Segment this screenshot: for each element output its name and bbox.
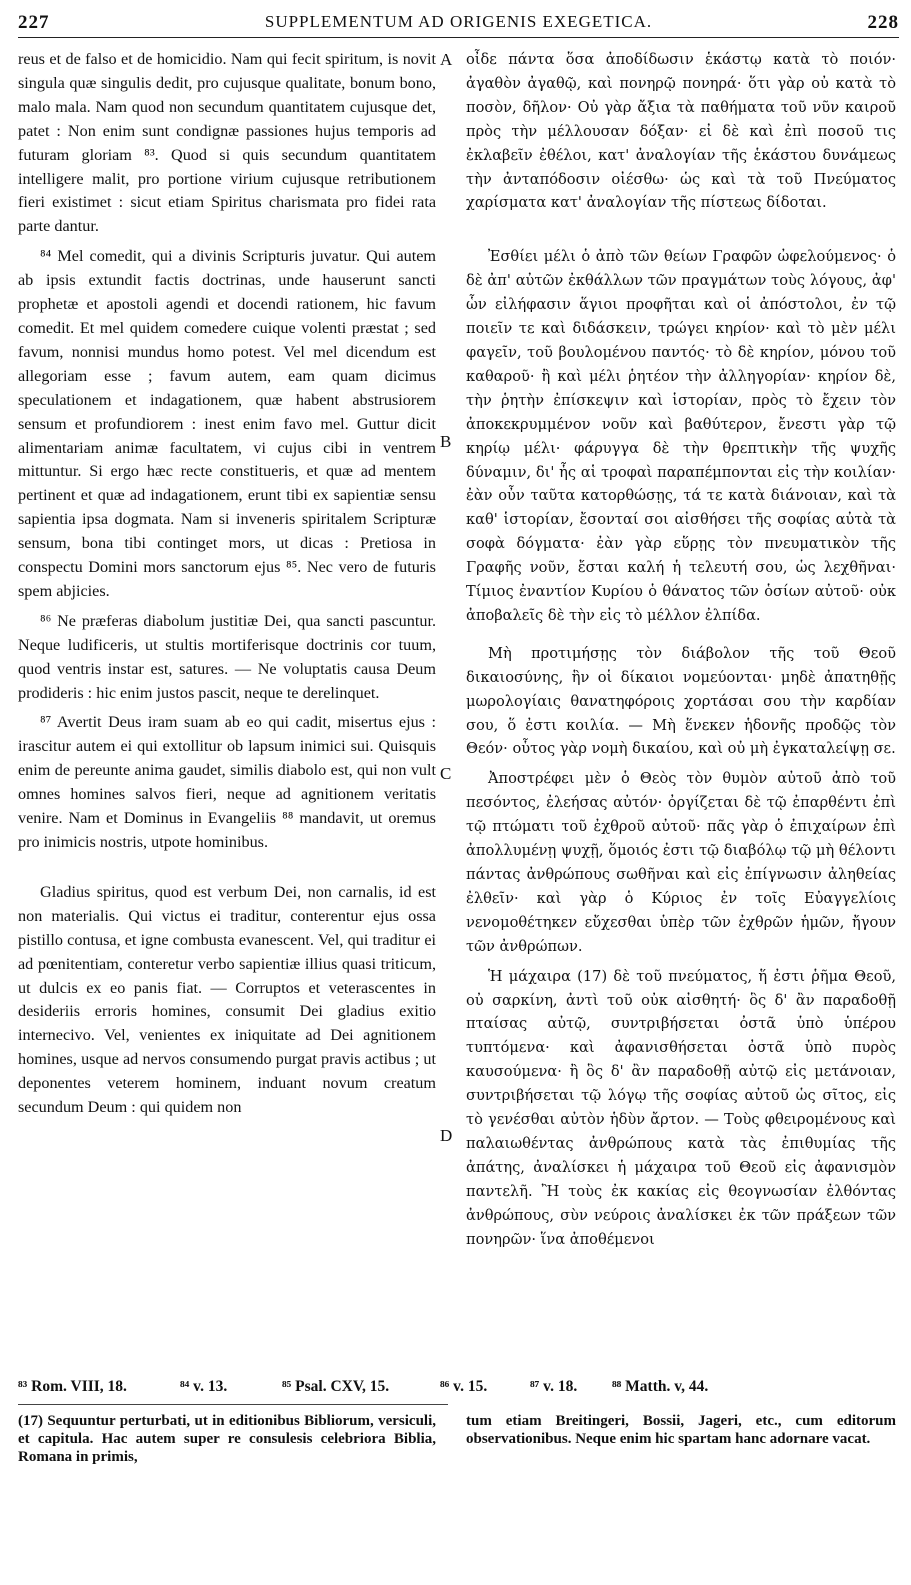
page-number-left: 227 xyxy=(18,12,50,33)
greek-paragraph: Ἀποστρέφει μὲν ὁ Θεὸς τὸν θυμὸν αὐτοῦ ἀπὸ τοῦ πεσόντος, ἐλεήσας αὐτόν· ὀργίζεται δὲ τῷ ἐπαρθέντι ἐπὶ τῷ πτώματι τοῦ ἐχθροῦ αὐτοῦ· πᾶς γὰρ ὁ ἐπιχαίρων ἐπὶ ἀπολλυμένῃ ψυχῇ, ὅμοιός ἐστι τῷ διαβόλῳ τῷ μὴ θέλοντι πάντας ἀνθρώπους σωθῆναι καὶ εἰς ἐπίγνωσιν ἀληθείας ἐλθεῖν· καὶ γὰρ ὁ Κύριος ἐν τοῖς Εὐαγγελίοις νενομοθέτηκεν εὔχεσθαι ὑπὲρ τῶν ἐχθρῶν ἡμῶν, ἤγουν τῶν ἀνθρώπων. xyxy=(466,770,896,955)
footnote-rule xyxy=(18,1404,448,1405)
latin-paragraph: reus et de falso et de homicidio. Nam qui fecit spiritum, is novit singula quæ singulis dedit, pro cujusque qualitate, bonum bono, malo mala. Nam quod non secundum quantitatem cujusque det, patet : Non enim sunt condignæ passiones hujus temporis ad futuram gloriam ⁸³. Quod si quis secundum quantitatem intelligere malit, pro portione virium cujusque retributionem fieri existimet : sicut etiam Spiritus charismata pro fidei rata parte dantur. xyxy=(18,50,436,236)
greek-paragraph: οἶδε πάντα ὅσα ἀποδίδωσιν ἑκάστῳ κατὰ τὸ ποιόν· ἀγαθὸν ἀγαθῷ, καὶ πονηρῷ πονηρά· ὅτι γὰρ οὐ κατὰ τὸ ποσὸν, δῆλον· Οὐ γὰρ ἄξια τὰ παθήματα τοῦ νῦν καιροῦ πρὸς τὴν μέλλουσαν δόξαν· εἰ δὲ καὶ ἐπὶ ποσοῦ τις ἐκλαβεῖν ἐθέλοι, κατ' ἀναλογίαν τῆς ἑκάστου δυνάμεως τὴν ἀνταπόδοσιν οἰέσθω· ὡς καὶ τὰ τοῦ Πνεύματος χαρίσματα κατ' ἀναλογίαν τῆς πίστεως δίδοται. xyxy=(466,51,896,212)
margin-letter-a: A xyxy=(440,50,453,69)
running-title: SUPPLEMENTUM AD ORIGENIS EXEGETICA. xyxy=(264,12,653,31)
greek-paragraph: Ἡ μάχαιρα (17) δὲ τοῦ πνεύματος, ἥ ἐστι ῥῆμα Θεοῦ, οὐ σαρκίνη, ἀντὶ τοῦ οὐκ αἰσθητή· ὃς δ' ἂν παραδοθῇ πταίσας αὐτῷ, συντριβήσεται ὀστᾶ ὑπὸ ὑπέρου τυπτόμενα· καὶ ἀφανισθήσεται ὀστᾶ ὑπὸ πυρὸς καυσούμενα· ἢ ὃς δ' ἂν παραδοθῇ αὐτῷ εἰς μετάνοιαν, συντριβήσεται τῷ λόγῳ τῆς σοφίας αὐτοῦ ὡς σῖτος, εἰς τὸ γενέσθαι αὐτὸν ἡδὺν ἄρτον. — Τοὺς φθειρομένους καὶ παλαιωθέντας ἀνθρώπους κατὰ τὰς ἐπιθυμίας τῆς ἀπάτης, ἀναλίσκει ἡ μάχαιρα τοῦ Θεοῦ εἰς ἀφανισμὸν παντελῆ. Ἢ τοὺς ἐκ κακίας εἰς θεογνωσίαν ἐλθόντας ἀνθρώπους, σὺν νεύροις ἀναλίσκει ἐκ τῶν πράξεων τῶν πονηρῶν· ἵνα ἀποθέμενοι xyxy=(466,967,896,1248)
latin-paragraph: ⁸⁷ Avertit Deus iram suam ab eo qui cadit, misertus ejus : irascitur autem ei qui extollitur ob lapsum inimici sui. Quisquis enim de pereunte anima gaudet, similis diabolo est, qui non vult omnes homines salvos fieri, neque ad agnitionem veritatis venire. Nam et Dominus in Evangeliis ⁸⁸ mandavit, ut oremus pro inimicis nostris, utpote hominibus. xyxy=(18,713,436,851)
reference-84: ⁸⁴ v. 13. xyxy=(180,1378,228,1395)
latin-column xyxy=(18,48,436,1126)
scripture-references xyxy=(18,1378,899,1402)
margin-letter-b: B xyxy=(440,432,452,451)
footnote-right: tum etiam Breitingeri, Bossii, Jageri, etc., cum editorum observationibus. Neque enim hic spartam hanc adornare vacat. xyxy=(466,1413,896,1447)
margin-letter-d: D xyxy=(440,1126,453,1145)
margin-letter-c: C xyxy=(440,764,452,783)
greek-paragraph: Ἐσθίει μέλι ὁ ἀπὸ τῶν θείων Γραφῶν ὠφελούμενος· ὁ δὲ ἀπ' αὐτῶν ἐκθάλλων τῶν πραγμάτων τοὺς λόγους, ἀφ' ὧν εἰλήφασιν ἅγιοι προφῆται καὶ οἱ ἀπόστολοι, ἐν τῷ ποιεῖν τε καὶ διδάσκειν, τρώγει κηρίον· καὶ τὸ μὲν μέλι φαγεῖν, τοῦ βουλομένου παντός· τὸ δὲ κηρίον, μόνου τοῦ καθαροῦ· ἢ καὶ μέλι ῥητέον τὴν ἀλληγορίαν· κηρίον δὲ, τὴν ῥητὴν ἐπίσκεψιν καὶ ἱστορίαν, πρὸς τὸ ἔχειν τὸν ἀποκεκρυμμένον νοῦν καὶ βαθύτερον, ἔνεστι γὰρ τῷ κηρίῳ μέλι· φάρυγγα δὲ τὴν θρεπτικὴν τῆς ψυχῆς δύναμιν, δι' ἧς αἱ τροφαὶ παραπέμπονται εἰς τὴν κοιλίαν· ἐὰν οὖν ταῦτα κατορθώσῃς, τά τε κατὰ διάνοιαν, καὶ τὰ καθ' ἱστορίαν, ἔσονταί σοι αἰσθήσει τῆς σοφίας αὐτὰ τὰ σοφὰ δόγματα· ἐὰν γὰρ εὕρῃς τὸν πνευματικὸν τῆς Γραφῆς νοῦν, ἔσται καλή ἡ τελευτή σου, ὡς λεχθῆναι· Τίμιος ἐναντίον Κυρίου ὁ θάνατος τῶν ὁσίων αὐτοῦ· οὐκ ἀποβαλεῖς δὲ τὴν εἰς τὸ μέλλον ἐλπίδα. xyxy=(466,248,896,624)
latin-paragraph: ⁸⁴ Mel comedit, qui a divinis Scripturis juvatur. Qui autem ab ipsis extundit factis doctrinas, unde hauserunt sancti prophetæ et apostoli agendi et docendi rationem, hic favum comedit. Et mel quidem comedere cuique volenti præstat ; sed favum, nonnisi mundus homo potest. Vel mel dicendum est allegoriam esse ; favum autem, eam quam dicimus speculationem et indagationem, quæ habent abstrusiorem sensum et profundiorem : inest enim favo mel. Guttur dicit alimentariam animæ facultatem, vi cujus cibi in ventrem mittuntur. Si ergo hæc recte constitueris, et quæ ad mentem pertinent et quæ ad indagationem, erunt tibi ex sapientiæ sensu sapientia ipsa dogmata. Nam si inveneris spiritalem Scripturæ sensum, bona tibi continget mors, ut dicas : Pretiosa in conspectu Domini mors sanctorum ejus ⁸⁵. Nec vero de futuris spem abjicies. xyxy=(18,247,436,600)
greek-column xyxy=(466,48,896,1258)
page-number-right: 228 xyxy=(867,12,899,33)
reference-87: ⁸⁷ v. 18. xyxy=(530,1378,578,1395)
footnote-left: (17) Sequuntur perturbati, ut in editionibus Bibliorum, versiculi, et capitula. Hac autem super re consulesis celebriora Biblia, Romana in primis, xyxy=(18,1413,436,1465)
reference-85: ⁸⁵ Psal. CXV, 15. xyxy=(282,1378,390,1395)
reference-83: ⁸³ Rom. VIII, 18. xyxy=(18,1378,127,1395)
reference-88: ⁸⁸ Matth. v, 44. xyxy=(612,1378,709,1395)
greek-paragraph: Μὴ προτιμήσῃς τὸν διάβολον τῆς τοῦ Θεοῦ δικαιοσύνης, ἣν οἱ δίκαιοι νομεύονται· μηδὲ ἀπατηθῇς μωρολογίαις θανατηφόροις χορτάσαι σου τὴν καρδίαν σου, ὅ ἐστι κοιλία. — Μὴ ἕνεκεν ἡδονῆς προδῷς τὸν Θεόν· οὗτος γὰρ νομὴ δικαίου, καὶ οὐ μὴ ἐγκαταλείψῃ σε. xyxy=(466,644,896,758)
latin-paragraph: Gladius spiritus, quod est verbum Dei, non carnalis, id est non materialis. Qui victus ei traditur, conterentur ejus ossa pistillo contusa, et igne combusta evanescent. Vel, qui traditur ei ad pœnitentiam, conteretur verbo sapientiæ illius quasi triticum, ut dulcis ex eo panis fiat. — Corruptos et veterascentes in desideriis erroris homines, consumit Dei gladius exitio internecivo. Vel, venientes ex iniquitate ad Dei agnitionem homines, usque ad nervos consumendo purgat pravis actibus ; ut deponentes veterem hominem, induant novum creatum secundum Deum : qui quidem non xyxy=(18,882,436,1117)
latin-paragraph: ⁸⁶ Ne præferas diabolum justitiæ Dei, qua sancti pascuntur. Neque ludificeris, ut stultis mortiferisque doctrinis cor tuum, quod ventris instar est, satures. — Ne voluptatis causa Deum prodideris : hic enim justos pascit, neque te derelinquet. xyxy=(18,611,436,702)
reference-86: ⁸⁶ v. 15. xyxy=(440,1378,488,1395)
header-rule xyxy=(18,37,899,38)
